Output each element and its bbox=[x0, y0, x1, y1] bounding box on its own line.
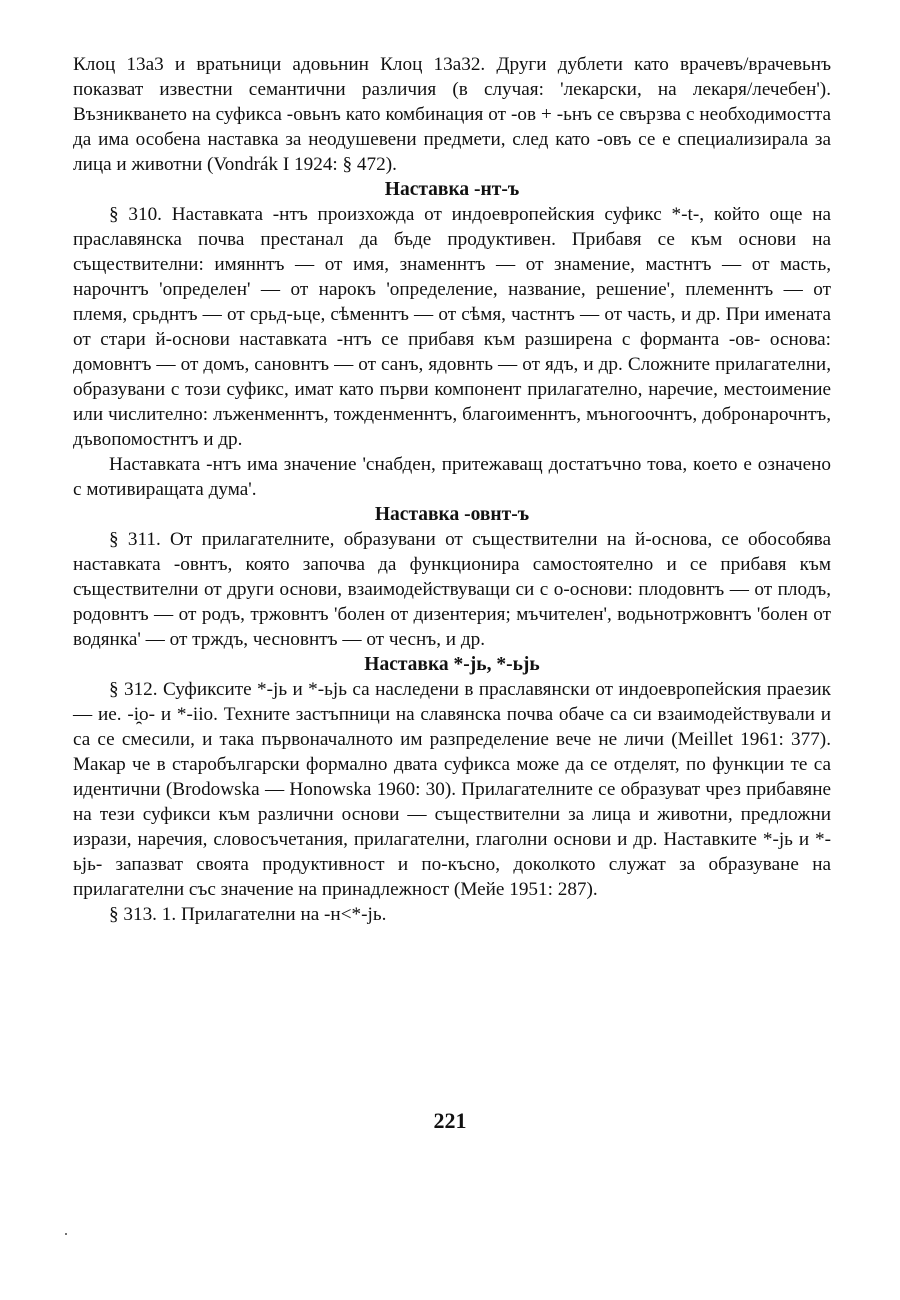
paragraph-310: § 310. Наставката -нтъ произхожда от индоевропейския суфикс *-t-, който още на праславянска почва престанал да бъде продуктивен. Прибавя се към основи на съществителни: имяннтъ — от имя, знаменнтъ — от знамение, мастнтъ — от масть, нарочнтъ 'определен' — от нарокъ 'определение, название, решение', племеннтъ — от племя, срьднтъ — от срьд-ьце, сѣменнтъ — от сѣмя, частнтъ — от часть, и др. При имената от стари й-основи наставката -нтъ се прибавя към разширена с форманта -ов- основа: домовнтъ — от домъ, сановнтъ — от санъ, ядовнть — от ядъ, и др. Сложните прилагателни, образувани с този суфикс, имат като първи компонент прилагателно, наречие, местоимение или числително: лъженменнтъ, тожденменнтъ, благоименнтъ, мъногоочнтъ, добронарочнтъ, дъвопомостнтъ и др. bbox=[73, 204, 831, 450]
paragraph-312: § 312. Суфиксите *-jь и *-ьjь са наследени в праславянски от индоевропейския праезик — ие. -i̯o- и *-iio. Техните застъпници на славянска почва обаче са си взаимодействували и са се смесили, и така първоначалното им разпределение вече не личи (Meillet 1961: 377). Макар че в старобългарски формално двата суфикса може да се отделят, по функции те са идентични (Brodowska — Honowska 1960: 30). Прилагателните се образуват чрез прибавяне на тези суфикси към различни основи — съществителни за лица и животни, предложни изрази, наречия, словосъчетания, прилагателни, глаголни основи и др. Наставките *-jь и *-ьjь- запазват своята продуктивност и по-късно, доколкото служат за образуване на прилагателни със значение на принадлежност (Мейе 1951: 287). bbox=[73, 679, 831, 900]
section-heading-nt: Наставка -нт-ъ bbox=[384, 179, 520, 200]
page-number: 221 bbox=[433, 1108, 467, 1133]
paragraph-313: § 313. 1. Прилагателни на -н<*-jь. bbox=[109, 904, 387, 925]
section-heading-ovnt: Наставка -овнт-ъ bbox=[374, 504, 530, 525]
paragraph-311: § 311. От прилагателните, образувани от съществителни на й-основа, се обособява наставката -овнтъ, която започва да функционира самостоятелно и се прибавя към съществителни от други основи, взаимодействуващи си с о-основи: плодовнтъ — от плодъ, родовнтъ — от родъ, тржовнтъ 'болен от дизентерия; мъчителен', водьнотржовнтъ 'болен от водянка' — от трждъ, чесновнтъ — от чеснъ, и др. bbox=[73, 529, 831, 650]
paragraph-meaning: Наставката -нтъ има значение 'снабден, притежаващ достатъчно това, което е означено с мотивиращата дума'. bbox=[73, 454, 831, 500]
page-body bbox=[73, 52, 831, 927]
scan-speck bbox=[65, 1233, 67, 1235]
paragraph-continuation: Клоц 13а3 и вратьници адовьнин Клоц 13а32. Други дублети като врачевъ/врачевьнъ показват известни семантични различия (в случая: 'лекарски, на лекаря/лечебен'). Възникването на суфикса -овьнъ като комбинация от -ов + -ьнъ се свързва с необходимостта да има особена наставка за неодушевени предмети, след като -овъ се е специализирала за лица и животни (Vondrák I 1924: § 472). bbox=[73, 54, 831, 175]
section-heading-jь: Наставка *-jь, *-ьjь bbox=[364, 654, 540, 675]
